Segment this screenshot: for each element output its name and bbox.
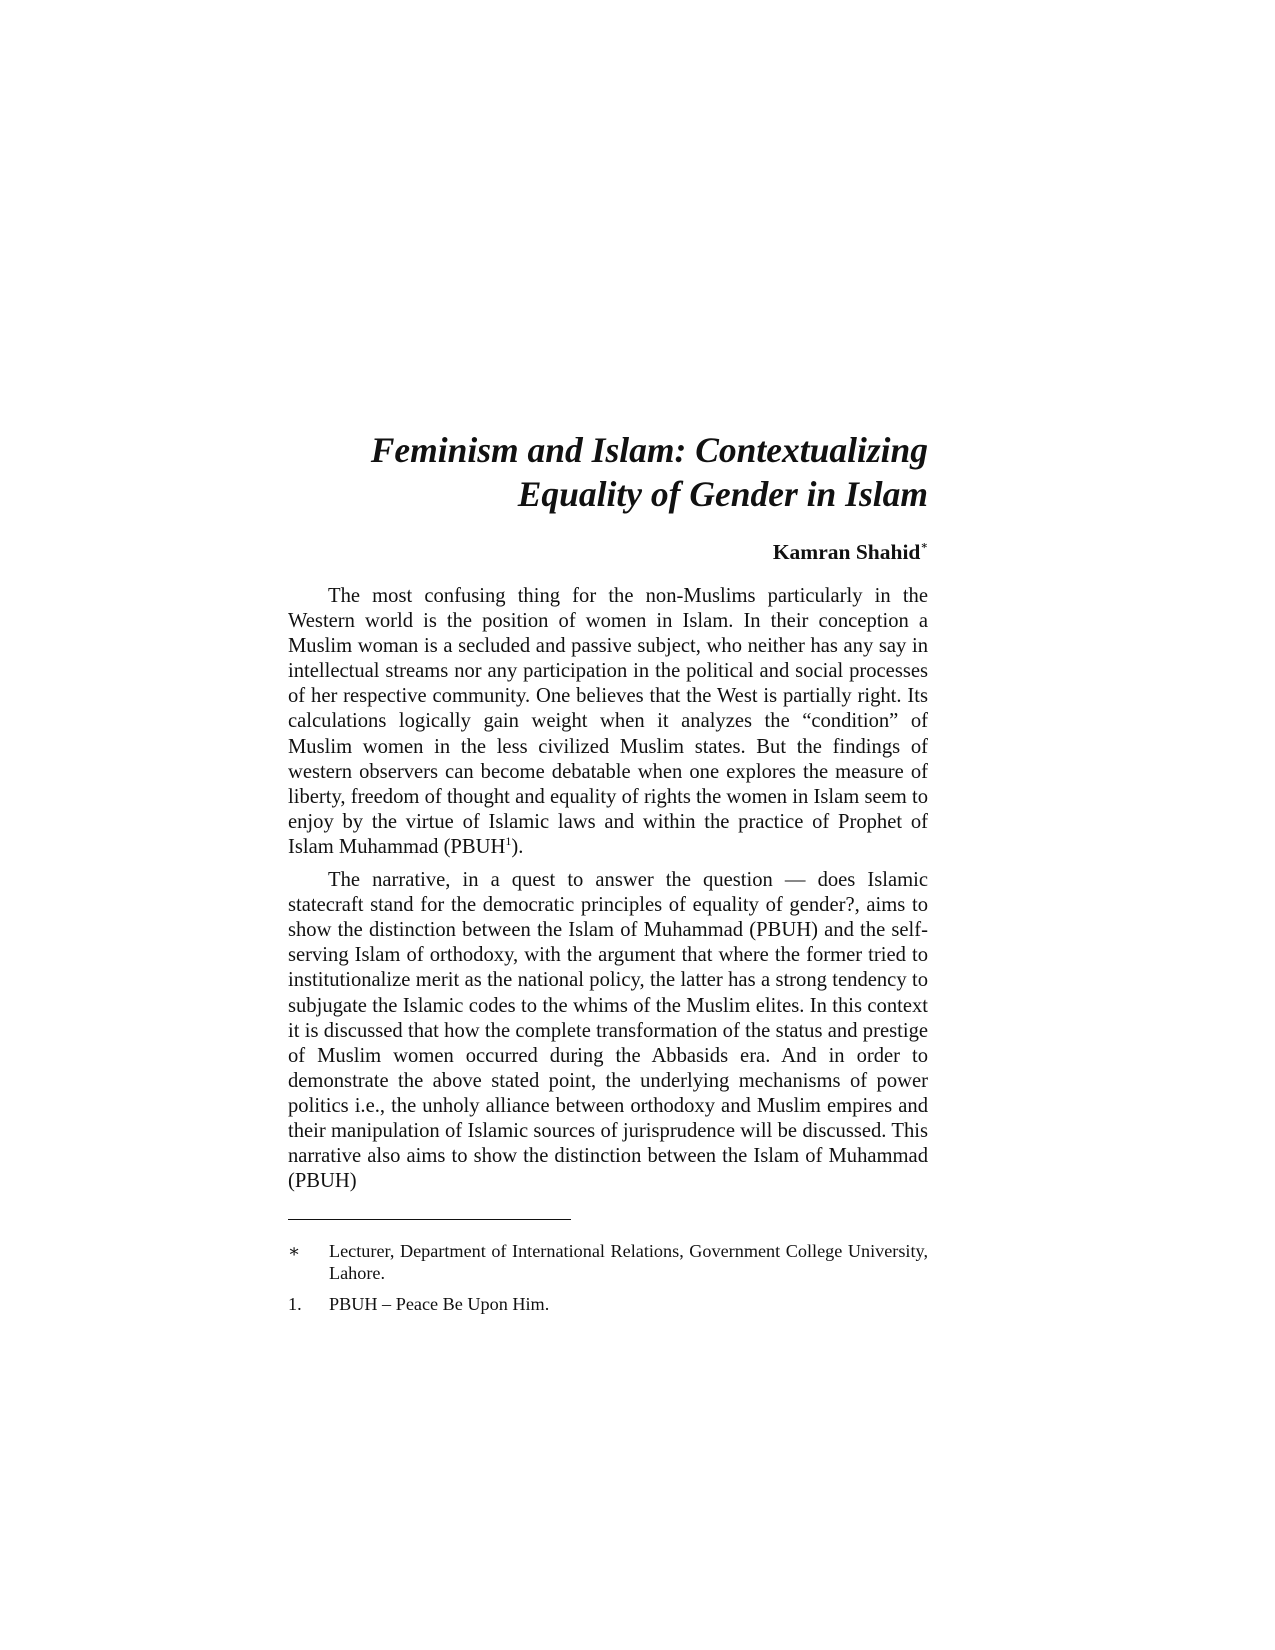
article-body (288, 584, 928, 1194)
footnote-item (288, 1240, 928, 1284)
body-paragraph-2 (288, 868, 928, 1194)
article-title (288, 428, 928, 516)
footnote-mark: 1. (288, 1294, 302, 1314)
footnote-mark: ∗ (288, 1241, 301, 1261)
footnote-ref-1: 1 (505, 834, 512, 849)
author-footnote-mark: ∗ (920, 540, 928, 552)
body-paragraph-1 (288, 584, 928, 860)
footnote-item (288, 1293, 928, 1315)
title-line-2: Equality of Gender in Islam (517, 474, 928, 514)
footnote-text: PBUH – Peace Be Upon Him. (329, 1294, 550, 1314)
title-line-1: Feminism and Islam: Contextualizing (370, 430, 928, 470)
author-name: Kamran Shahid (772, 540, 921, 565)
paragraph-1-text: The most confusing thing for the non-Muslims particularly in the Western world is the position of women in Islam. In their conception a Muslim woman is a secluded and passive subject, who neither has any say in intellectual streams nor any participation in the political and social processes of her respective community. One believes that the West is partially right. Its calculations logically gain weight when it analyzes the “condition” of Muslim women in the less civilized Muslim states. But the findings of western observers can become debatable when one explores the measure of liberty, freedom of thought and equality of rights the women in Islam seem to enjoy by the virtue of Islamic laws and within the practice of Prophet of Islam Muhammad (PBUH (288, 585, 928, 858)
author-byline (288, 534, 928, 566)
footnote-text: Lecturer, Department of International Relations, Government College University, Lahore. (329, 1241, 928, 1283)
footnotes (288, 1240, 928, 1324)
footnote-separator (288, 1219, 571, 1220)
paragraph-1-end: ). (511, 835, 524, 858)
paragraph-2-text: The narrative, in a quest to answer the question — does Islamic statecraft stand for the democratic principles of equality of gender?, aims to show the distinction between the Islam of Muhammad (PBUH) and the self-serving Islam of orthodoxy, with the argument that where the former tried to institutionalize merit as the national policy, the latter has a strong tendency to subjugate the Islamic codes to the whims of the Muslim elites. In this context it is discussed that how the complete transformation of the status and prestige of Muslim women occurred during the Abbasids era. And in order to demonstrate the above stated point, the underlying mechanisms of power politics i.e., the unholy alliance between orthodoxy and Muslim empires and their manipulation of Islamic sources of jurisprudence will be discussed. This narrative also aims to show the distinction between the Islam of Muhammad (PBUH) (288, 869, 928, 1193)
